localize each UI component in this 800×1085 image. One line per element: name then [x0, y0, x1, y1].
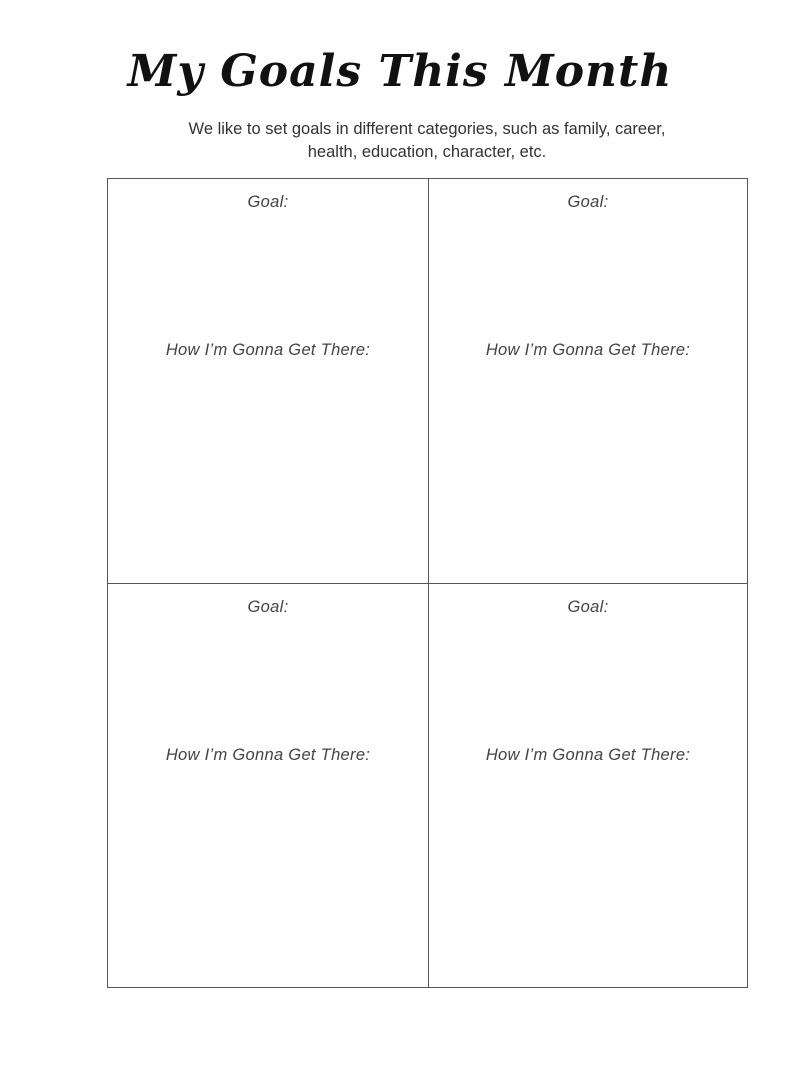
goal-cell-3[interactable]	[108, 584, 428, 988]
goal-label: Goal:	[567, 598, 609, 616]
plan-label: How I’m Gonna Get There:	[485, 746, 691, 764]
subtitle-line-2: health, education, character, etc.	[307, 143, 547, 161]
goals-grid	[107, 178, 748, 988]
plan-label: How I’m Gonna Get There:	[165, 341, 371, 359]
subtitle	[140, 118, 714, 164]
goal-cell-1[interactable]	[108, 179, 428, 583]
plan-label: How I’m Gonna Get There:	[165, 746, 371, 764]
plan-label: How I’m Gonna Get There:	[485, 341, 691, 359]
goal-label: Goal:	[567, 193, 609, 211]
goal-cell-2[interactable]	[428, 179, 748, 583]
goal-label: Goal:	[247, 193, 289, 211]
goal-label: Goal:	[247, 598, 289, 616]
page-title: My Goals This Month	[127, 46, 673, 97]
goal-cell-4[interactable]	[428, 584, 748, 988]
subtitle-line-1: We like to set goals in different categories, such as family, career,	[188, 120, 666, 138]
